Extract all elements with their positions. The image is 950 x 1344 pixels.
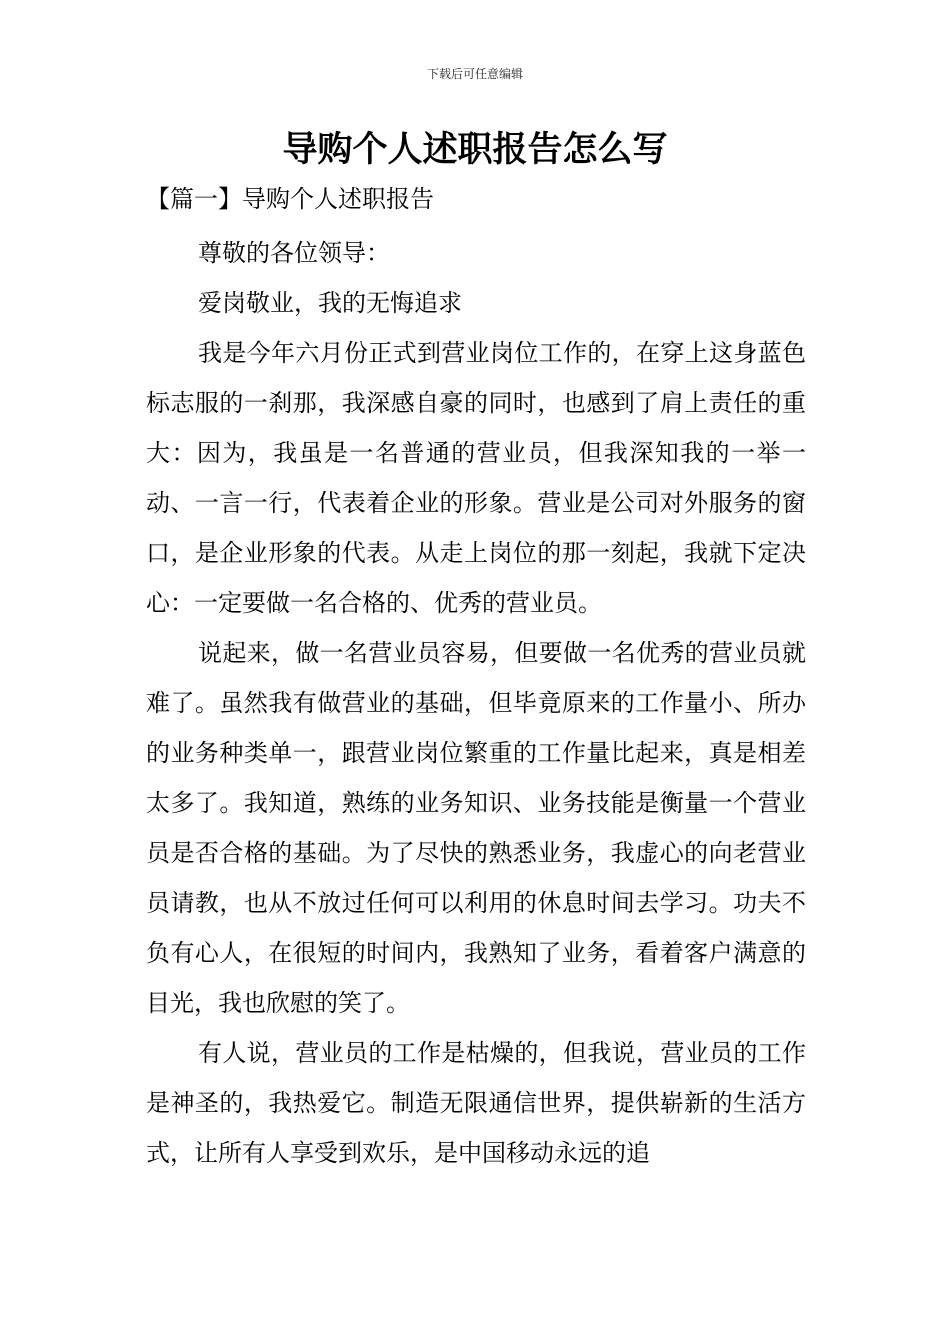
paragraph-salutation: 尊敬的各位领导： xyxy=(198,239,390,267)
paragraph-motto: 爱岗敬业，我的无悔追求 xyxy=(198,289,462,317)
header-note: 下载后可任意编辑 xyxy=(426,67,523,81)
paragraph: 有人说，营业员的工作是枯燥的，但我说，营业员的工作是神圣的，我热爱它。制造无限通信世界，提供崭新的生活方式，让所有人享受到欢乐，是中国移动永远的追 xyxy=(146,1039,806,1167)
body-text xyxy=(146,228,806,1178)
paragraph: 说起来，做一名营业员容易，但要做一名优秀的营业员就难了。虽然我有做营业的基础，但毕竟原来的工作量小、所办的业务种类单一，跟营业岗位繁重的工作量比起来，真是相差太多了。我知道，熟练的业务知识、业务技能是衡量一个营业员是否合格的基础。为了尽快的熟悉业务，我虚心的向老营业员请教，也从不放过任何可以利用的休息时间去学习。功夫不负有心人，在很短的时间内，我熟知了业务，看着客户满意的目光，我也欣慰的笑了。 xyxy=(146,639,806,1017)
paragraph: 我是今年六月份正式到营业岗位工作的，在穿上这身蓝色标志服的一刹那，我深感自豪的同时，也感到了肩上责任的重大：因为，我虽是一名普通的营业员，但我深知我的一举一动、一言一行，代表着企业的形象。营业是公司对外服务的窗口，是企业形象的代表。从走上岗位的那一刻起，我就下定决心：一定要做一名合格的、优秀的营业员。 xyxy=(146,339,806,617)
document-title: 导购个人述职报告怎么写 xyxy=(282,130,668,170)
section-heading: 【篇一】导购个人述职报告 xyxy=(146,185,434,213)
